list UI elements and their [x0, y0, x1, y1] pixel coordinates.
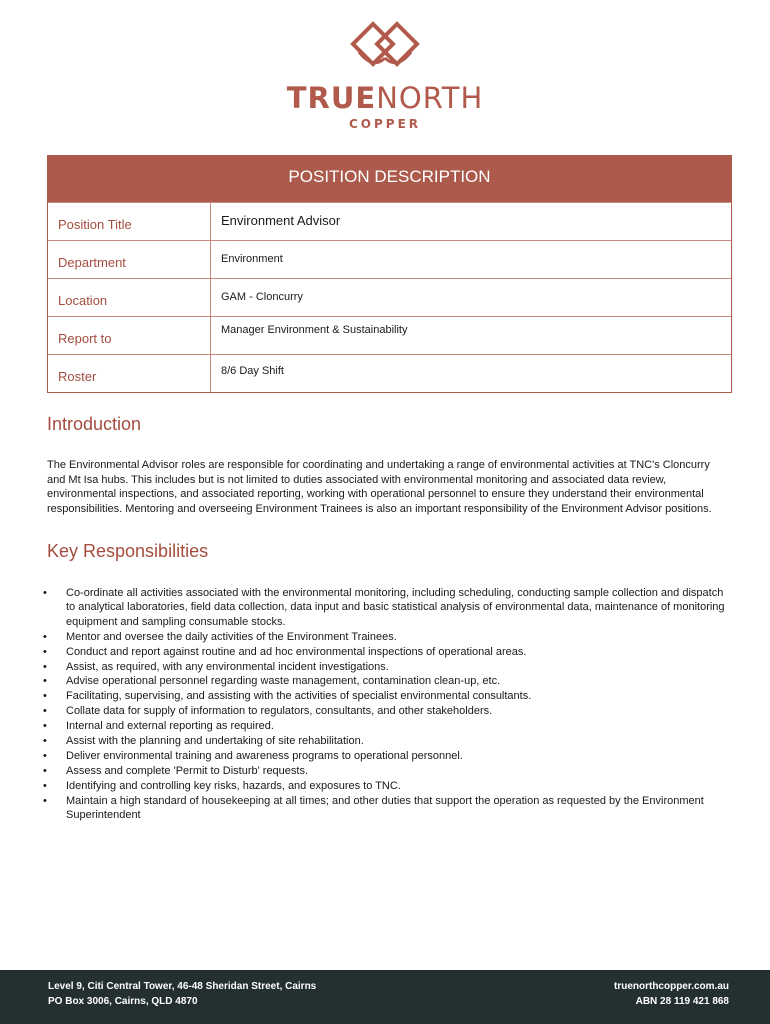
row-label: Report to [48, 317, 211, 354]
table-row [48, 202, 731, 240]
row-value: Manager Environment & Sustainability [221, 324, 408, 336]
responsibilities-heading: Key Responsibilities [47, 541, 209, 561]
list-item: • Identifying and controlling key risks, hazards, and exposures to TNC. [47, 779, 727, 793]
page-footer [0, 970, 770, 1024]
list-item: • Mentor and oversee the daily activities of the Environment Trainees. [47, 630, 727, 644]
introduction-text: The Environmental Advisor roles are responsible for coordinating and undertaking a range of environmental activities at TNC's Cloncurry and Mt Isa hubs. This includes but is not limited to duties associated with environmental monitoring and associated data review, environmental inspections, and associated reporting, working with operational personnel to ensure they understand their environmental responsibilities. Mentoring and overseeing Environment Trainees is also an important responsibility of the Environment Advisor positions. [47, 459, 712, 515]
list-item: • Facilitating, supervising, and assisting with the activities of specialist environmental consultants. [47, 689, 727, 703]
logo-mark-icon [345, 18, 425, 82]
website-link[interactable]: truenorthcopper.com.au [613, 981, 729, 992]
table-row [48, 278, 731, 316]
table-row [48, 316, 731, 354]
introduction-heading: Introduction [47, 414, 142, 434]
table-row [48, 354, 731, 392]
list-item: • Assess and complete 'Permit to Disturb' requests. [47, 764, 727, 778]
list-item: • Advise operational personnel regarding waste management, contamination clean-up, etc. [47, 674, 727, 688]
table-header: POSITION DESCRIPTION [48, 156, 731, 202]
list-item: • Maintain a high standard of housekeeping at all times; and other duties that support the operation as requested by the Environment Superintendent [47, 794, 727, 823]
abn-number: ABN 28 119 421 868 [635, 996, 729, 1007]
list-item: • Assist, as required, with any environmental incident investigations. [47, 660, 727, 674]
list-item: • Conduct and report against routine and ad hoc environmental inspections of operational areas. [47, 645, 727, 659]
table-row [48, 240, 731, 278]
row-value: GAM - Cloncurry [221, 291, 303, 303]
address-line: Level 9, Citi Central Tower, 46-48 Sheridan Street, Cairns [48, 981, 317, 992]
footer-contact [614, 979, 729, 1009]
row-label: Location [48, 279, 211, 316]
row-value: 8/6 Day Shift [221, 365, 284, 377]
list-item: • Collate data for supply of information to regulators, consultants, and other stakeholders. [47, 704, 727, 718]
list-item: • Co-ordinate all activities associated with the environmental monitoring, including scheduling, conducting sample collection and dispatch to analytical laboratories, field data collection, data input and basic statistical analysis of environmental data, maintenance of monitoring equipment and sampling consumable stocks. [47, 586, 727, 629]
row-value: Environment [221, 253, 283, 265]
logo-wordmark: TRUENORTH [286, 81, 484, 115]
row-label: Department [48, 241, 211, 278]
row-label: Roster [48, 355, 211, 392]
list-item: • Internal and external reporting as required. [47, 719, 727, 733]
footer-address [48, 979, 316, 1009]
position-description-table [47, 155, 732, 393]
responsibilities-list [47, 586, 727, 823]
list-item: • Deliver environmental training and awareness programs to operational personnel. [47, 749, 727, 763]
address-line: PO Box 3006, Cairns, QLD 4870 [48, 996, 198, 1007]
row-label: Position Title [48, 203, 211, 240]
row-value: Environment Advisor [221, 213, 341, 228]
company-logo [0, 18, 770, 131]
list-item: • Assist with the planning and undertaking of site rehabilitation. [47, 734, 727, 748]
logo-subtitle: COPPER [348, 117, 422, 131]
